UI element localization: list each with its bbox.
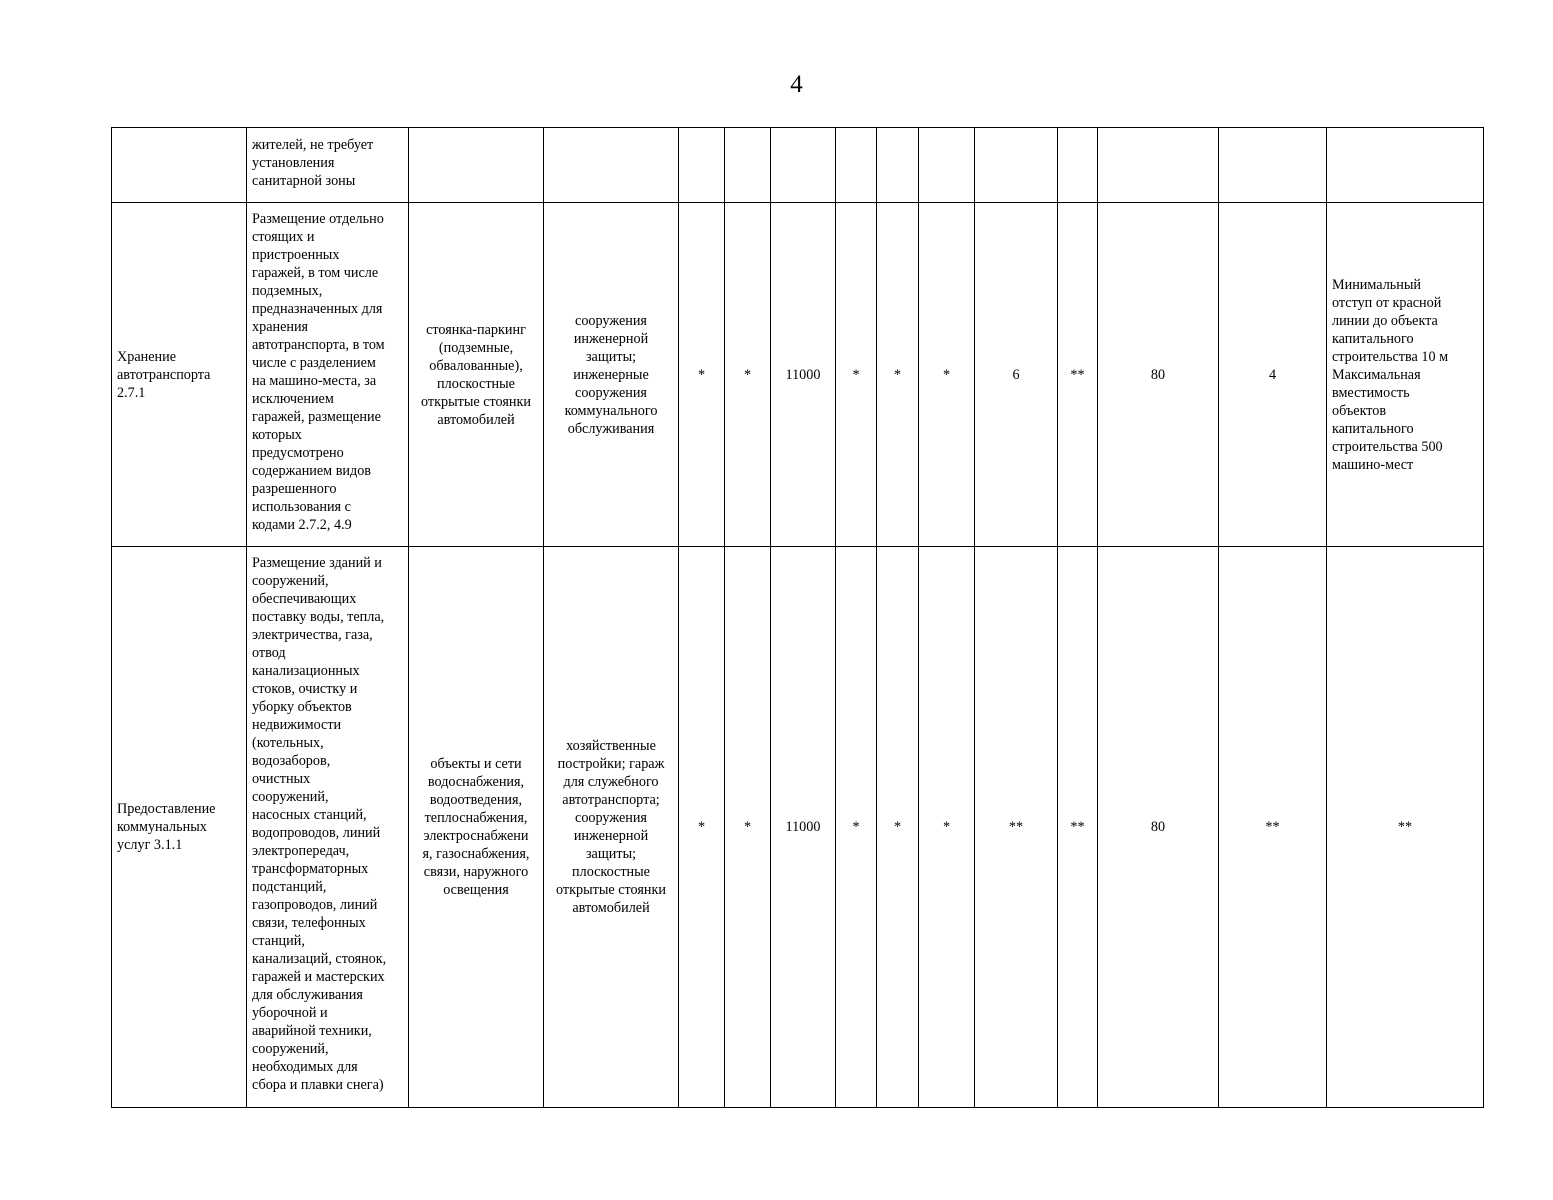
table-row xyxy=(112,128,1484,203)
param-cell: 80 xyxy=(1098,547,1219,1108)
auxiliary-uses xyxy=(409,128,544,203)
param-cell: * xyxy=(836,547,877,1108)
param-cell: * xyxy=(679,547,725,1108)
auxiliary-uses: объекты и сети водоснабжения, водоотведения, теплоснабжения, электроснабжени я, газоснабжения, связи, наружного освещения xyxy=(409,547,544,1108)
param-cell xyxy=(725,128,771,203)
zoning-regulations-table xyxy=(111,127,1484,1108)
table-row xyxy=(112,203,1484,547)
page-number: 4 xyxy=(790,71,803,98)
param-cell xyxy=(877,128,919,203)
param-cell xyxy=(1219,128,1327,203)
permitted-use-description xyxy=(247,203,409,547)
param-cell: * xyxy=(725,203,771,547)
param-cell: ** xyxy=(1058,203,1098,547)
param-cell xyxy=(771,128,836,203)
param-cell: 6 xyxy=(975,203,1058,547)
param-cell: ** xyxy=(1058,547,1098,1108)
description-text: жителей, не требует установления санитарной зоны xyxy=(252,137,374,189)
param-cell: 80 xyxy=(1098,203,1219,547)
param-cell xyxy=(1098,128,1219,203)
notes-cell xyxy=(1327,128,1484,203)
table-row xyxy=(112,547,1484,1108)
param-cell: * xyxy=(919,547,975,1108)
notes-setback: Минимальный отступ от красной линии до объекта капитального строительства 10 м xyxy=(1332,276,1449,365)
param-cell: * xyxy=(877,203,919,547)
permitted-use-name: Предоставление коммунальных услуг 3.1.1 xyxy=(112,547,247,1108)
param-cell xyxy=(679,128,725,203)
notes-cell: ** xyxy=(1327,547,1484,1108)
param-cell xyxy=(1058,128,1098,203)
conditional-uses xyxy=(544,128,679,203)
param-cell: ** xyxy=(1219,547,1327,1108)
param-cell: 11000 xyxy=(771,547,836,1108)
param-cell: ** xyxy=(975,547,1058,1108)
conditional-uses: хозяйственные постройки; гараж для служебного автотранспорта; сооружения инженерной защиты; плоскостные открытые стоянки автомобилей xyxy=(544,547,679,1108)
param-cell: 11000 xyxy=(771,203,836,547)
description-text: Размещение зданий и сооружений, обеспечивающих поставку воды, тепла, электричества, газа, отвод канализационных стоков, очистку и уборку объектов недвижимости (котельных, водозаборов, очистных сооружений, насосных станций, водопроводов, линий электропередач, трансформаторных подстанций, газопроводов, линий связи, телефонных станций, канализаций, стоянок, гаражей и мастерских для обслуживания уборочной и аварийной техники, сооружений, необходимых для сбора и плавки снега) xyxy=(252,555,387,1093)
param-cell: * xyxy=(679,203,725,547)
conditional-uses: сооружения инженерной защиты; инженерные сооружения коммунального обслуживания xyxy=(544,203,679,547)
param-cell: 4 xyxy=(1219,203,1327,547)
permitted-use-description xyxy=(247,547,409,1108)
notes-capacity: Максимальная вместимость объектов капитального строительства 500 машино-мест xyxy=(1332,366,1443,473)
param-cell: * xyxy=(877,547,919,1108)
permitted-use-name: Хранение автотранспорта 2.7.1 xyxy=(112,203,247,547)
param-cell xyxy=(919,128,975,203)
param-cell: * xyxy=(919,203,975,547)
notes-cell xyxy=(1327,203,1484,547)
auxiliary-uses: стоянка-паркинг (подземные, обвалованные), плоскостные открытые стоянки автомобилей xyxy=(409,203,544,547)
permitted-use-description xyxy=(247,128,409,203)
description-text: Размещение отдельно стоящих и пристроенных гаражей, в том числе подземных, предназначенных для хранения автотранспорта, в том числе с разделением на машино-места, за исключением гаражей, размещение которых предусмотрено содержанием видов разрешенного использования с кодами 2.7.2, 4.9 xyxy=(252,211,385,533)
param-cell xyxy=(975,128,1058,203)
permitted-use-name xyxy=(112,128,247,203)
param-cell xyxy=(836,128,877,203)
param-cell: * xyxy=(836,203,877,547)
param-cell: * xyxy=(725,547,771,1108)
